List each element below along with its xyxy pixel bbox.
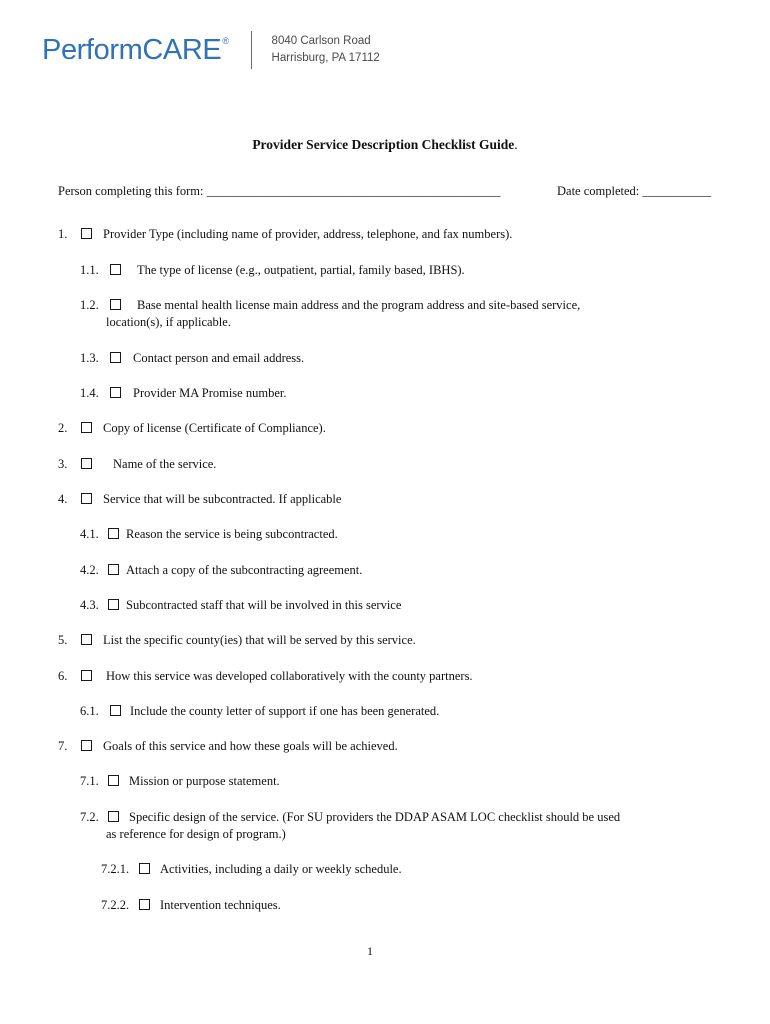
company-address — [272, 33, 380, 67]
item-number: 7.1. — [80, 774, 99, 788]
checkbox[interactable] — [108, 775, 119, 786]
checkbox[interactable] — [81, 422, 92, 433]
letterhead — [42, 28, 380, 72]
item-text: How this service was developed collaboratively with the county partners. — [106, 669, 473, 683]
checkbox[interactable] — [108, 528, 119, 539]
document-title — [0, 137, 770, 153]
item-text: The type of license (e.g., outpatient, partial, family based, IBHS). — [137, 263, 465, 277]
item-number: 4.1. — [80, 527, 99, 541]
item-text: Mission or purpose statement. — [129, 774, 280, 788]
item-number: 7.2.2. — [101, 898, 130, 912]
checkbox[interactable] — [81, 634, 92, 645]
page-number: 1 — [367, 944, 373, 958]
checkbox[interactable] — [81, 228, 92, 239]
item-number: 1.4. — [80, 386, 99, 400]
item-number: 4.3. — [80, 598, 99, 612]
item-text-continued: as reference for design of program.) — [106, 827, 286, 841]
checkbox[interactable] — [110, 299, 121, 310]
item-number: 6.1. — [80, 704, 99, 718]
item-number: 7.2. — [80, 810, 99, 824]
item-text: Contact person and email address. — [133, 351, 305, 365]
checkbox[interactable] — [108, 599, 119, 610]
checkbox[interactable] — [81, 740, 92, 751]
item-text: Base mental health license main address and the program address and site-based service, — [137, 298, 581, 312]
address-line-1: 8040 Carlson Road — [271, 35, 371, 47]
item-text: Provider MA Promise number. — [133, 386, 287, 400]
title-suffix: . — [514, 137, 518, 152]
registered-mark: ® — [222, 35, 229, 46]
item-text: Service that will be subcontracted. If applicable — [103, 492, 342, 506]
item-number: 1.1. — [80, 263, 99, 277]
item-number: 2. — [58, 421, 68, 435]
item-text: Name of the service. — [113, 457, 217, 471]
title-text: Provider Service Description Checklist Guide — [252, 137, 515, 152]
item-number: 6. — [58, 669, 68, 683]
checkbox[interactable] — [139, 899, 150, 910]
performcare-logo — [42, 33, 229, 66]
item-number: 7. — [58, 739, 68, 753]
checkbox[interactable] — [108, 811, 119, 822]
checkbox[interactable] — [110, 352, 121, 363]
checkbox[interactable] — [108, 564, 119, 575]
checkbox[interactable] — [110, 264, 121, 275]
item-text: List the specific county(ies) that will be served by this service. — [103, 633, 416, 647]
item-text-continued: location(s), if applicable. — [106, 315, 231, 329]
checkbox[interactable] — [81, 670, 92, 681]
header-divider — [251, 31, 252, 69]
item-number: 5. — [58, 633, 68, 647]
item-text: Reason the service is being subcontracted. — [126, 527, 338, 541]
item-text: Activities, including a daily or weekly schedule. — [160, 862, 402, 876]
item-number: 3. — [58, 457, 68, 471]
logo-text: PerformCARE — [42, 33, 222, 66]
item-text: Copy of license (Certificate of Compliance). — [103, 421, 326, 435]
item-number: 7.2.1. — [101, 862, 130, 876]
person-completing-field[interactable]: Person completing this form: _______________________________________________ — [58, 184, 501, 198]
checkbox[interactable] — [139, 863, 150, 874]
item-number: 4. — [58, 492, 68, 506]
item-text: Provider Type (including name of provider, address, telephone, and fax numbers). — [103, 227, 513, 241]
item-number: 1.3. — [80, 351, 99, 365]
checkbox[interactable] — [81, 493, 92, 504]
checkbox[interactable] — [81, 458, 92, 469]
item-number: 4.2. — [80, 563, 99, 577]
item-number: 1. — [58, 227, 68, 241]
item-text: Attach a copy of the subcontracting agreement. — [126, 563, 363, 577]
item-number: 1.2. — [80, 298, 99, 312]
item-text: Intervention techniques. — [160, 898, 281, 912]
item-text: Subcontracted staff that will be involved in this service — [126, 598, 402, 612]
address-line-2: Harrisburg, PA 17112 — [271, 52, 380, 64]
item-text: Specific design of the service. (For SU providers the DDAP ASAM LOC checklist should be used — [129, 810, 621, 824]
checkbox[interactable] — [110, 387, 121, 398]
item-text: Goals of this service and how these goals will be achieved. — [103, 739, 398, 753]
date-completed-field[interactable]: Date completed: ___________ — [557, 184, 712, 198]
checkbox[interactable] — [110, 705, 121, 716]
item-text: Include the county letter of support if one has been generated. — [130, 704, 440, 718]
